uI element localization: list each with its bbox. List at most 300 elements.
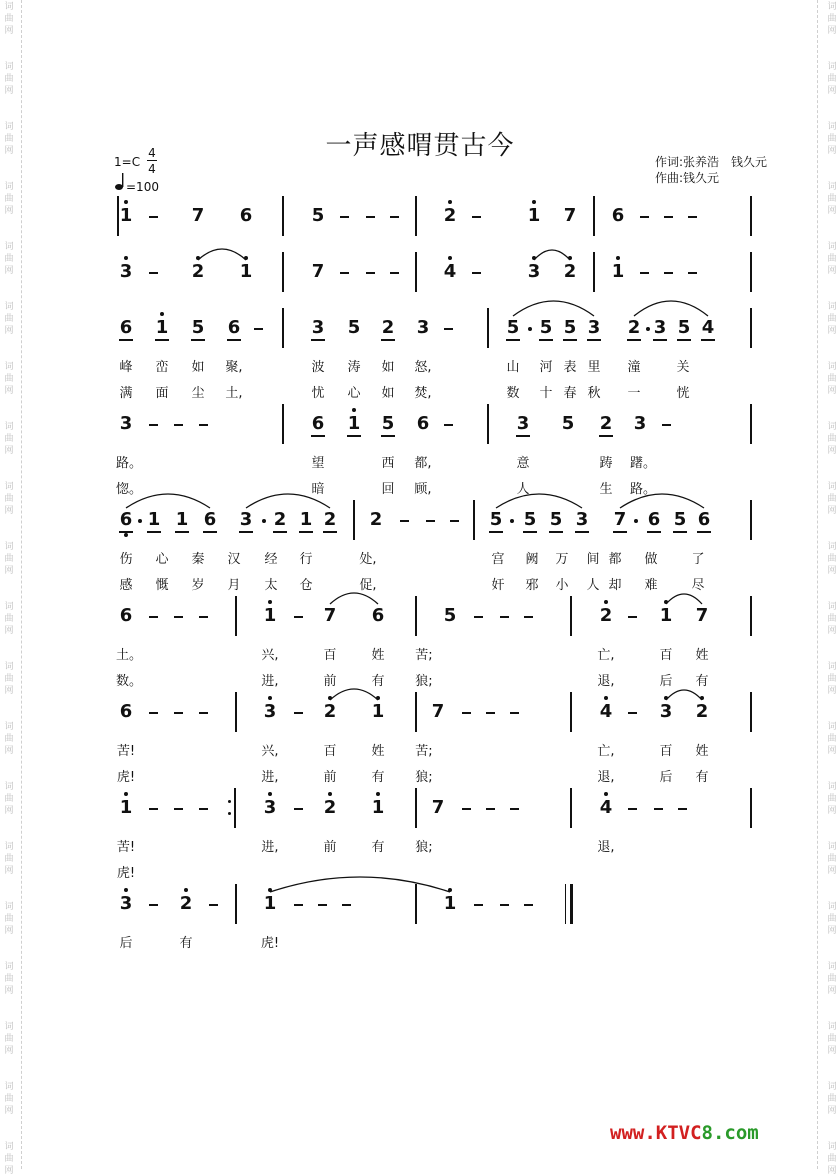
- hold-dash: [149, 216, 158, 218]
- note: [442, 261, 458, 283]
- note: [415, 317, 431, 339]
- hold-dash: [294, 616, 303, 618]
- watermark-glyph: 曲: [4, 674, 14, 684]
- hold-dash: [462, 808, 471, 810]
- hold-dash: [500, 904, 509, 906]
- lyric-syllable: 处,: [359, 552, 377, 567]
- watermark-glyph: 曲: [827, 1094, 837, 1104]
- beam-underline: [381, 435, 395, 437]
- note: [310, 205, 326, 227]
- beam-underline: [311, 339, 325, 341]
- slur-layer: [118, 234, 752, 264]
- watermark-glyph: 网: [827, 206, 837, 216]
- hold-dash: [390, 272, 399, 274]
- hold-dash: [294, 808, 303, 810]
- watermark-glyph: 网: [827, 1046, 837, 1056]
- note: [370, 701, 386, 723]
- note-digit: 2: [599, 413, 613, 434]
- hold-dash: [628, 712, 637, 714]
- watermark-glyph: 词: [4, 122, 14, 132]
- note-digit: 6: [611, 205, 625, 226]
- note-digit: 3: [633, 413, 647, 434]
- hold-dash: [472, 216, 481, 218]
- lyric-syllable: 姓: [695, 744, 709, 759]
- hold-dash: [462, 712, 471, 714]
- watermark-glyph: 曲: [827, 194, 837, 204]
- lyric-syllable: 有: [371, 840, 385, 855]
- hold-dash: [640, 216, 649, 218]
- beam-underline: [697, 531, 711, 533]
- lyric-syllable: 里: [587, 360, 601, 375]
- lyric-syllable: 如: [191, 360, 205, 375]
- lyric-syllable: 后: [659, 674, 673, 689]
- lyric-syllable: 山: [506, 360, 520, 375]
- watermark-glyph: 网: [827, 986, 837, 996]
- lyric-syllable: 秦: [191, 552, 205, 567]
- slur: [666, 594, 702, 604]
- slur: [534, 250, 570, 260]
- lyric-syllable: 苦!: [116, 744, 136, 759]
- note: [538, 317, 554, 339]
- note-digit: 2: [627, 317, 641, 338]
- lyric-syllable: 尽: [691, 578, 705, 593]
- note: [598, 413, 614, 435]
- lyric-syllable: 百: [323, 744, 337, 759]
- lyric-syllable: 做: [644, 552, 658, 567]
- note: [346, 413, 362, 435]
- watermark-glyph: 词: [827, 182, 837, 192]
- watermark-glyph: 词: [4, 842, 14, 852]
- note: [238, 261, 254, 283]
- note-digit: 3: [653, 317, 667, 338]
- hold-dash: [628, 808, 637, 810]
- barline: [415, 196, 417, 236]
- note: [632, 413, 648, 435]
- lyric-syllable: 面: [155, 386, 169, 401]
- note-digit: 7: [695, 605, 709, 626]
- lyric-syllable: 躇。: [630, 456, 657, 471]
- hold-dash: [174, 808, 183, 810]
- lyric-syllable: 邪: [525, 578, 539, 593]
- watermark-glyph: 网: [827, 746, 837, 756]
- watermark-glyph: 网: [827, 686, 837, 696]
- hold-dash: [664, 272, 673, 274]
- score-system: [118, 252, 752, 292]
- lyric-syllable: 进,: [261, 840, 279, 855]
- note-digit: 3: [119, 413, 133, 434]
- score-system: [118, 196, 752, 236]
- lyric-syllable: 表: [563, 360, 577, 375]
- barline: [415, 884, 417, 924]
- watermark-glyph: 网: [4, 1166, 14, 1176]
- note-digit: 5: [347, 317, 361, 338]
- watermark-glyph: 网: [4, 206, 14, 216]
- lyric-syllable: 百: [323, 648, 337, 663]
- watermark-glyph: 词: [4, 1022, 14, 1032]
- lyric-line: [118, 932, 752, 950]
- lyric-syllable: 阙: [525, 552, 539, 567]
- watermark-glyph: 曲: [827, 434, 837, 444]
- note: [346, 317, 362, 339]
- hold-dash: [149, 712, 158, 714]
- note: [322, 605, 338, 627]
- lyric-syllable: 万: [555, 552, 569, 567]
- note: [272, 509, 288, 531]
- note: [646, 509, 662, 531]
- note-digit: 2: [369, 509, 383, 530]
- note: [322, 797, 338, 819]
- note-digit: 1: [263, 605, 277, 626]
- score-system: [118, 308, 752, 348]
- note: [442, 205, 458, 227]
- watermark-glyph: 网: [827, 806, 837, 816]
- note-digit: 1: [371, 701, 385, 722]
- note: [368, 509, 384, 531]
- note: [146, 509, 162, 531]
- lyric-syllable: 如: [381, 386, 395, 401]
- hold-dash: [678, 808, 687, 810]
- watermark-glyph: 曲: [827, 974, 837, 984]
- watermark-glyph: 曲: [827, 1154, 837, 1164]
- note-digit: 5: [443, 605, 457, 626]
- hold-dash: [688, 216, 697, 218]
- lyric-line: [118, 836, 752, 854]
- hold-dash: [199, 424, 208, 426]
- hold-dash: [450, 520, 459, 522]
- lyric-syllable: 退,: [597, 674, 615, 689]
- lyric-syllable: 路。: [116, 456, 143, 471]
- hold-dash: [390, 216, 399, 218]
- lyric-syllable: 行: [299, 552, 313, 567]
- watermark-glyph: 曲: [827, 614, 837, 624]
- lyric-syllable: 人: [586, 578, 600, 593]
- watermark-glyph: 词: [4, 62, 14, 72]
- beam-underline: [701, 339, 715, 341]
- hold-dash: [474, 616, 483, 618]
- lyric-syllable: 月: [227, 578, 241, 593]
- watermark-glyph: 曲: [827, 914, 837, 924]
- lyric-syllable: 一: [627, 386, 641, 401]
- note: [262, 701, 278, 723]
- lyric-syllable: 暗: [311, 482, 325, 497]
- barline: [750, 252, 752, 292]
- beam-underline: [506, 339, 520, 341]
- beam-underline: [347, 435, 361, 437]
- lyric-syllable: 峦: [155, 360, 169, 375]
- lyric-syllable: 姓: [371, 648, 385, 663]
- note-digit: 3: [311, 317, 325, 338]
- hold-dash: [254, 328, 263, 330]
- note: [310, 413, 326, 435]
- watermark-glyph: 曲: [827, 854, 837, 864]
- note: [380, 413, 396, 435]
- beam-underline: [489, 531, 503, 533]
- note-digit: 2: [599, 605, 613, 626]
- watermark-glyph: 词: [827, 1142, 837, 1152]
- lyric-syllable: 关: [676, 360, 690, 375]
- beam-underline: [575, 531, 589, 533]
- lyric-syllable: 数: [506, 386, 520, 401]
- note: [118, 261, 134, 283]
- watermark-glyph: 网: [4, 986, 14, 996]
- octave-dot-above: [532, 200, 536, 204]
- note-digit: 3: [119, 261, 133, 282]
- hold-dash: [199, 616, 208, 618]
- note: [380, 317, 396, 339]
- watermark-glyph: 曲: [4, 1154, 14, 1164]
- watermark-glyph: 网: [4, 146, 14, 156]
- watermark-glyph: 词: [827, 602, 837, 612]
- watermark-glyph: 词: [4, 362, 14, 372]
- watermark-glyph: 词: [4, 962, 14, 972]
- augmentation-dot: [510, 519, 514, 523]
- watermark-glyph: 网: [4, 686, 14, 696]
- watermark-glyph: 词: [827, 302, 837, 312]
- note: [190, 205, 206, 227]
- watermark-glyph: 网: [827, 326, 837, 336]
- lyric-syllable: 焚,: [414, 386, 432, 401]
- watermark-glyph: 网: [4, 506, 14, 516]
- note: [118, 605, 134, 627]
- song-title: 一声感喟贯古今: [325, 131, 515, 162]
- lyric-syllable: 亡,: [597, 744, 615, 759]
- beam-underline: [299, 531, 313, 533]
- note-digit: 3: [527, 261, 541, 282]
- tempo-marking: =100: [126, 180, 159, 194]
- lyric-syllable: 狼;: [415, 770, 433, 785]
- watermark-glyph: 曲: [4, 314, 14, 324]
- watermark-glyph: 词: [827, 722, 837, 732]
- lyric-syllable: 难: [644, 578, 658, 593]
- barline: [282, 404, 284, 444]
- note: [696, 509, 712, 531]
- note: [226, 317, 242, 339]
- lyric-syllable: 了: [691, 552, 705, 567]
- note-digit: 7: [323, 605, 337, 626]
- lyric-syllable: 涛: [347, 360, 361, 375]
- hold-dash: [366, 272, 375, 274]
- note: [694, 701, 710, 723]
- augmentation-dot: [138, 519, 142, 523]
- watermark-glyph: 词: [4, 182, 14, 192]
- beam-underline: [516, 435, 530, 437]
- lyricist-credit: 作词:张养浩 钱久元: [655, 155, 768, 169]
- watermark-glyph: 曲: [4, 734, 14, 744]
- beam-underline: [191, 339, 205, 341]
- lyric-syllable: 意: [516, 456, 530, 471]
- lyric-syllable: 心: [347, 386, 361, 401]
- octave-dot-above: [268, 792, 272, 796]
- note: [118, 205, 134, 227]
- lyric-syllable: 峰: [119, 360, 133, 375]
- note: [322, 701, 338, 723]
- lyric-syllable: 感: [119, 578, 133, 593]
- note-digit: 7: [613, 509, 627, 530]
- lyric-syllable: 忧: [311, 386, 325, 401]
- lyric-syllable: 太: [264, 578, 278, 593]
- note: [118, 413, 134, 435]
- right-watermark-rail: [820, 0, 840, 1176]
- lyric-syllable: 路。: [630, 482, 657, 497]
- watermark-glyph: 曲: [4, 74, 14, 84]
- watermark-glyph: 词: [827, 482, 837, 492]
- note: [118, 893, 134, 915]
- hold-dash: [688, 272, 697, 274]
- lyric-syllable: 仓: [299, 578, 313, 593]
- note: [310, 317, 326, 339]
- beam-underline: [175, 531, 189, 533]
- time-signature-divider: [147, 160, 157, 161]
- watermark-glyph: 曲: [4, 614, 14, 624]
- watermark-glyph: 网: [827, 506, 837, 516]
- lyric-syllable: 百: [659, 744, 673, 759]
- watermark-glyph: 网: [4, 1106, 14, 1116]
- note: [598, 701, 614, 723]
- hold-dash: [662, 424, 671, 426]
- beam-underline: [523, 531, 537, 533]
- note: [598, 797, 614, 819]
- beam-underline: [673, 531, 687, 533]
- note-digit: 2: [191, 261, 205, 282]
- lyric-syllable: 狼;: [415, 674, 433, 689]
- note-digit: 7: [431, 797, 445, 818]
- lyric-syllable: 兴,: [261, 744, 279, 759]
- augmentation-dot: [262, 519, 266, 523]
- watermark-glyph: 网: [827, 266, 837, 276]
- hold-dash: [510, 712, 519, 714]
- slur: [270, 877, 450, 892]
- lyric-syllable: 人: [516, 482, 530, 497]
- note: [370, 797, 386, 819]
- octave-dot-above: [448, 200, 452, 204]
- note: [262, 797, 278, 819]
- key-signature: 1=C: [114, 155, 141, 169]
- watermark-glyph: 词: [827, 1022, 837, 1032]
- hold-dash: [444, 328, 453, 330]
- note: [515, 413, 531, 435]
- note-digit: 5: [539, 317, 553, 338]
- watermark-glyph: 网: [4, 1046, 14, 1056]
- note: [694, 605, 710, 627]
- hold-dash: [149, 616, 158, 618]
- lyric-syllable: 虎!: [116, 866, 136, 881]
- slur-layer: [118, 482, 752, 512]
- lyric-syllable: 慨: [155, 578, 169, 593]
- hold-dash: [294, 712, 303, 714]
- note: [118, 317, 134, 339]
- watermark-glyph: 曲: [827, 494, 837, 504]
- octave-dot-above: [616, 256, 620, 260]
- lyric-syllable: 间: [586, 552, 600, 567]
- slur: [620, 494, 704, 508]
- hold-dash: [199, 712, 208, 714]
- lyric-syllable: 奸: [491, 578, 505, 593]
- watermark-glyph: 曲: [827, 734, 837, 744]
- watermark-glyph: 曲: [4, 374, 14, 384]
- watermark-glyph: 网: [4, 326, 14, 336]
- lyric-syllable: 秋: [587, 386, 601, 401]
- repeat-sign: [228, 788, 232, 828]
- hold-dash: [294, 904, 303, 906]
- hold-dash: [486, 808, 495, 810]
- note: [178, 893, 194, 915]
- url-com: .com: [712, 1122, 759, 1144]
- lyric-syllable: 前: [323, 770, 337, 785]
- watermark-glyph: 网: [827, 626, 837, 636]
- watermark-glyph: 词: [4, 242, 14, 252]
- barline: [565, 884, 566, 924]
- hold-dash: [444, 424, 453, 426]
- note-digit: 7: [311, 261, 325, 282]
- watermark-glyph: 词: [827, 122, 837, 132]
- lyric-syllable: 岁: [191, 578, 205, 593]
- barline: [750, 500, 752, 540]
- left-watermark-rail: [0, 0, 20, 1176]
- hold-dash: [366, 216, 375, 218]
- note: [442, 893, 458, 915]
- watermark-glyph: 词: [4, 902, 14, 912]
- lyric-syllable: 聚,: [225, 360, 243, 375]
- watermark-glyph: 曲: [4, 14, 14, 24]
- watermark-glyph: 曲: [827, 254, 837, 264]
- note: [370, 605, 386, 627]
- watermark-glyph: 曲: [4, 254, 14, 264]
- watermark-glyph: 曲: [4, 854, 14, 864]
- note-digit: 1: [347, 413, 361, 434]
- note: [672, 509, 688, 531]
- watermark-glyph: 词: [827, 1082, 837, 1092]
- watermark-glyph: 词: [827, 2, 837, 12]
- note-digit: 3: [263, 701, 277, 722]
- note: [562, 261, 578, 283]
- lyric-syllable: 退,: [597, 770, 615, 785]
- hold-dash: [654, 808, 663, 810]
- lyric-syllable: 望: [311, 456, 325, 471]
- hold-dash: [174, 712, 183, 714]
- note: [610, 261, 626, 283]
- note: [488, 509, 504, 531]
- octave-dot-above: [448, 888, 452, 892]
- note-digit: 1: [175, 509, 189, 530]
- lyric-line: [118, 644, 752, 662]
- barline: [487, 404, 489, 444]
- lyric-syllable: 土。: [116, 648, 143, 663]
- lyric-syllable: 虎!: [260, 936, 280, 951]
- note-digit: 1: [299, 509, 313, 530]
- lyric-syllable: 却: [608, 578, 622, 593]
- lyric-syllable: 进,: [261, 770, 279, 785]
- score-system: [118, 500, 752, 540]
- note: [612, 509, 628, 531]
- lyric-syllable: 尘: [191, 386, 205, 401]
- watermark-glyph: 网: [4, 446, 14, 456]
- final-barline: [570, 884, 573, 924]
- lyric-syllable: 十: [539, 386, 553, 401]
- beam-underline: [613, 531, 627, 533]
- note-digit: 5: [523, 509, 537, 530]
- watermark-glyph: 网: [827, 26, 837, 36]
- watermark-glyph: 词: [827, 62, 837, 72]
- watermark-glyph: 曲: [827, 554, 837, 564]
- note-digit: 2: [179, 893, 193, 914]
- hold-dash: [474, 904, 483, 906]
- watermark-glyph: 词: [4, 1082, 14, 1092]
- slur: [634, 301, 708, 316]
- watermark-glyph: 词: [827, 902, 837, 912]
- note-digit: 5: [561, 413, 575, 434]
- hold-dash: [149, 272, 158, 274]
- watermark-glyph: 网: [4, 806, 14, 816]
